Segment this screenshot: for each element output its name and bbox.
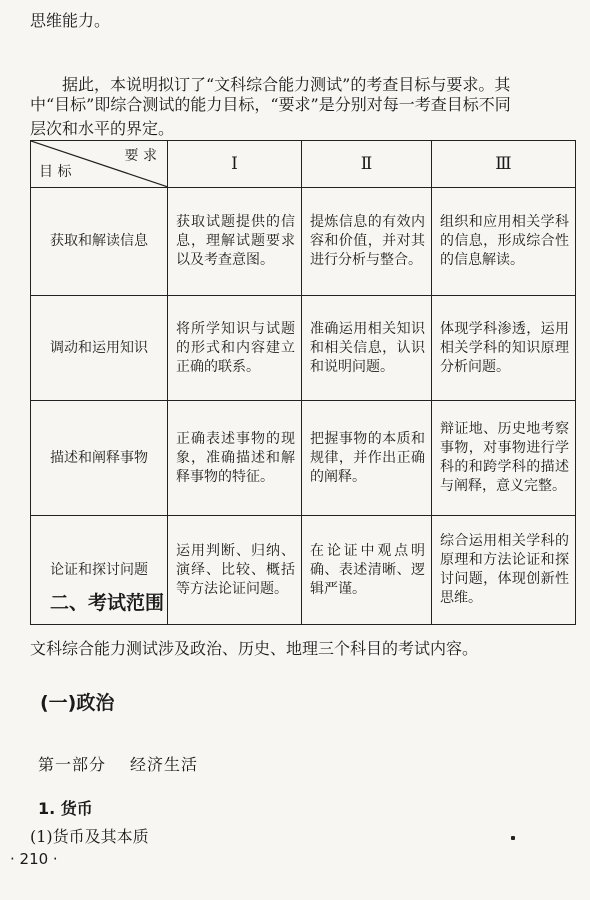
table-cell: 正确表述事物的现象，准确描述和解释事物的特征。: [168, 401, 302, 516]
table-cell: 运用判断、归纳、演绎、比较、概括等方法论证问题。: [168, 516, 302, 625]
item-heading: 1. 货币: [38, 799, 93, 818]
table-cell: 准确运用相关知识和相关信息，认识和说明问题。: [302, 296, 432, 401]
table-row: [31, 296, 576, 401]
level-header-1: Ⅰ: [168, 141, 302, 188]
intro-line-2: 据此，本说明拟订了“文科综合能力测试”的考查目标与要求。其: [62, 75, 511, 94]
table-row: [31, 188, 576, 296]
level-header-2: Ⅱ: [302, 141, 432, 188]
print-speck: [511, 836, 515, 840]
table-cell: 把握事物的本质和规律，并作出正确的阐释。: [302, 401, 432, 516]
row-target: 论证和探讨问题: [31, 516, 168, 625]
page-number: · 210 ·: [10, 850, 58, 868]
level-header-3: Ⅲ: [432, 141, 576, 188]
row-target: 描述和阐释事物: [31, 401, 168, 516]
table-cell: 辩证地、历史地考察事物，对事物进行学科的和跨学科的描述与阐释，意义完整。: [432, 401, 576, 516]
section-paragraph: 文科综合能力测试涉及政治、历史、地理三个科目的考试内容。: [30, 639, 479, 658]
diagonal-corner-cell: [31, 141, 168, 188]
table-cell: 提炼信息的有效内容和价值，并对其进行分析与整合。: [302, 188, 432, 296]
row-target: 调动和运用知识: [31, 296, 168, 401]
corner-requirement-label: 要 求: [124, 148, 157, 164]
sub-item: (1)货币及其本质: [30, 827, 149, 846]
table-cell: 组织和应用相关学科的信息，形成综合性的信息解读。: [432, 188, 576, 296]
table-cell: 体现学科渗透，运用相关学科的知识原理分析问题。: [432, 296, 576, 401]
table-cell: 获取试题提供的信息，理解试题要求以及考查意图。: [168, 188, 302, 296]
intro-line-3: 中“目标”即综合测试的能力目标，“要求”是分别对每一考查目标不同: [30, 95, 511, 114]
part-label: 第一部分: [38, 755, 107, 774]
table-cell: 综合运用相关学科的原理和方法论证和探讨问题，体现创新性思维。: [432, 516, 576, 625]
table-header-row: [31, 141, 576, 188]
subsection-heading: (一)政治: [40, 692, 115, 714]
table-cell: 将所学知识与试题的形式和内容建立正确的联系。: [168, 296, 302, 401]
corner-target-label: 目 标: [39, 164, 72, 180]
intro-line-4: 层次和水平的界定。: [30, 119, 175, 138]
part-title: 经济生活: [130, 755, 199, 774]
ability-requirements-table: [30, 140, 576, 625]
intro-line-1: 思维能力。: [30, 11, 111, 30]
row-target: 获取和解读信息: [31, 188, 168, 296]
part-heading: [38, 752, 198, 775]
section-heading: 二、考试范围: [50, 592, 165, 614]
table-row: [31, 401, 576, 516]
table-cell: 在论证中观点明确、表述清晰、逻辑严谨。: [302, 516, 432, 625]
